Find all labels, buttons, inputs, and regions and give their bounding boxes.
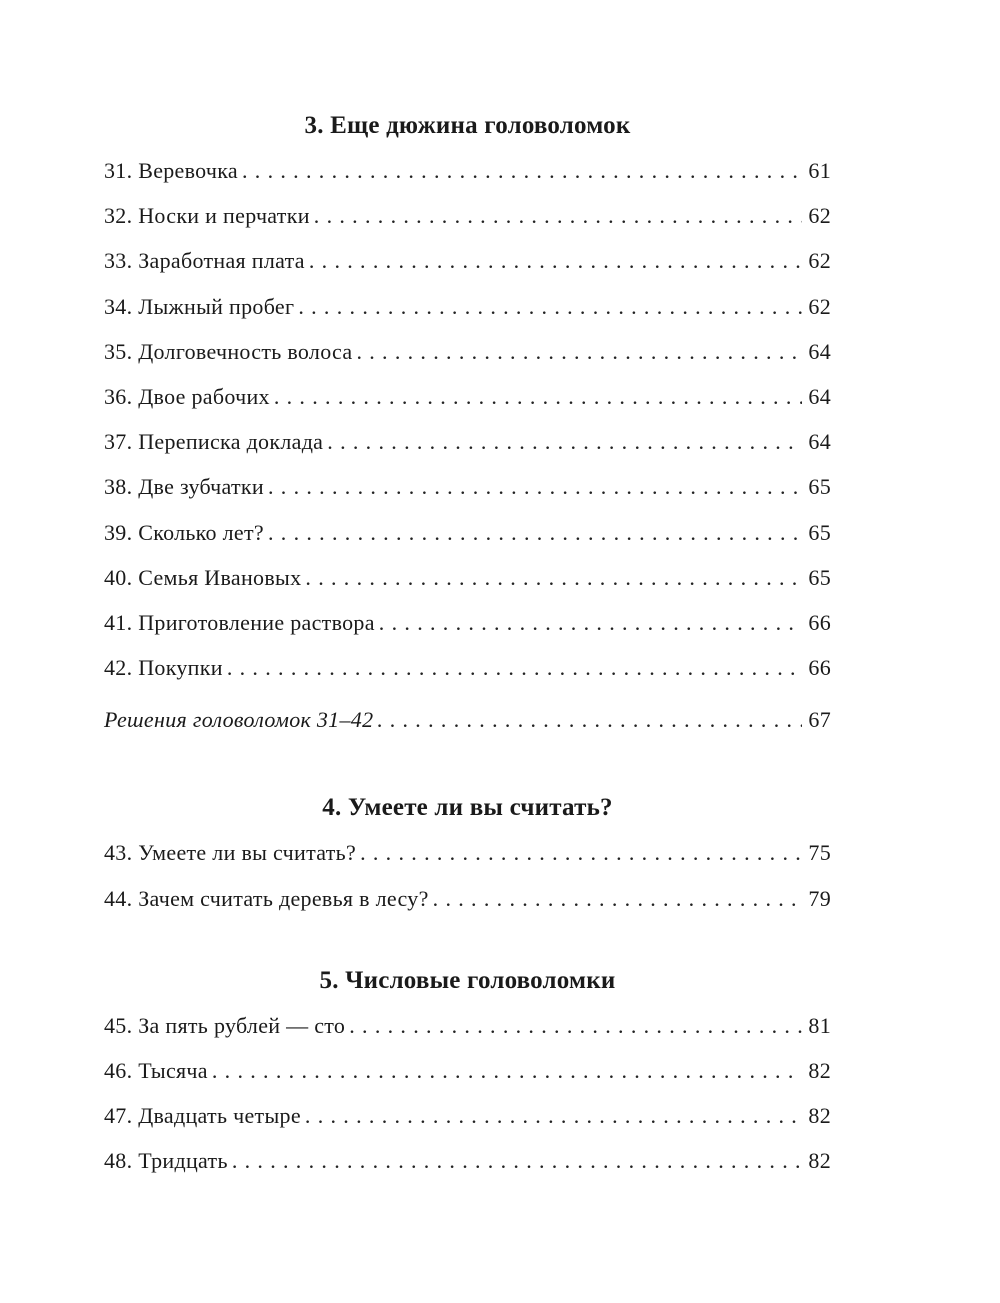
entry-number: 37. xyxy=(104,429,133,455)
entry-title: Заработная плата xyxy=(138,248,305,274)
entry-page: 62 xyxy=(808,203,831,229)
toc-entry-47[interactable] xyxy=(104,1093,831,1138)
entry-page: 79 xyxy=(808,885,831,911)
entry-number: 40. xyxy=(104,564,133,590)
entry-page: 62 xyxy=(808,248,831,274)
entry-page: 66 xyxy=(808,609,831,635)
entry-title: Веревочка xyxy=(138,158,238,183)
toc-entry-46[interactable] xyxy=(104,1048,831,1093)
entry-title: За пять рублей — сто xyxy=(138,1012,346,1038)
entry-number: 38. xyxy=(104,474,133,500)
toc-entry-42[interactable] xyxy=(104,645,831,690)
entry-title: Покупки xyxy=(138,655,223,681)
dot-leader xyxy=(360,830,802,875)
entry-number: 34. xyxy=(104,293,133,319)
entry-page: 64 xyxy=(808,338,831,364)
entry-title: Переписка доклада xyxy=(138,429,324,455)
dot-leader xyxy=(349,1003,802,1048)
entry-number: 32. xyxy=(104,203,133,229)
entry-title: Сколько лет? xyxy=(138,519,264,545)
entry-page: 64 xyxy=(808,383,831,409)
section-spacer xyxy=(104,921,831,963)
toc-section-5 xyxy=(104,963,831,1184)
toc-entry-34[interactable] xyxy=(104,284,831,329)
entry-page: 62 xyxy=(808,293,831,319)
dot-leader xyxy=(433,876,803,921)
entry-page: 82 xyxy=(808,1148,831,1174)
dot-leader xyxy=(212,1048,803,1093)
toc-entry-38[interactable] xyxy=(104,464,831,509)
section-spacer xyxy=(104,742,831,790)
entry-title: Семья Ивановых xyxy=(138,564,302,590)
entry-number: 35. xyxy=(104,338,133,364)
dot-leader xyxy=(268,510,802,555)
entry-number: 33. xyxy=(104,248,133,274)
toc-entry-39[interactable] xyxy=(104,510,831,555)
entry-number: 43. xyxy=(104,840,133,866)
entry-page: 67 xyxy=(808,707,831,733)
entry-page: 65 xyxy=(808,519,831,545)
entry-page: 81 xyxy=(808,1012,831,1038)
entry-number: 42. xyxy=(104,655,133,681)
entry-title: Зачем считать деревья в лесу? xyxy=(138,885,429,911)
entry-title: Долговечность волоса xyxy=(138,338,353,364)
entry-title: Тридцать xyxy=(138,1148,228,1174)
entry-number: 44. xyxy=(104,885,133,911)
toc-entry-35[interactable] xyxy=(104,329,831,374)
dot-leader xyxy=(232,1138,803,1183)
toc-entry-45[interactable] xyxy=(104,1003,831,1048)
entry-title: Лыжный пробег xyxy=(138,293,295,319)
entry-title: Двое рабочих xyxy=(138,383,270,409)
dot-leader xyxy=(356,329,802,374)
toc-entry-31[interactable] xyxy=(104,148,831,193)
dot-leader xyxy=(242,148,802,193)
dot-leader xyxy=(379,600,803,645)
toc-entry-44[interactable] xyxy=(104,876,831,921)
toc-entry-37[interactable] xyxy=(104,419,831,464)
entry-number: 39. xyxy=(104,519,133,545)
entry-number: 41. xyxy=(104,609,133,635)
toc-section-4 xyxy=(104,790,831,920)
entry-number: 31. xyxy=(104,158,133,183)
entry-number: 46. xyxy=(104,1058,133,1083)
entry-number: 36. xyxy=(104,383,133,409)
dot-leader xyxy=(305,1093,803,1138)
entry-title: Приготовление раствора xyxy=(138,609,375,635)
entry-page: 61 xyxy=(808,158,831,183)
entry-page: 75 xyxy=(808,840,831,866)
section-heading: 3. Еще дюжина головоломок xyxy=(304,112,631,139)
dot-leader xyxy=(227,645,803,690)
dot-leader xyxy=(309,238,803,283)
entry-page: 66 xyxy=(808,655,831,681)
dot-leader xyxy=(298,284,802,329)
dot-leader xyxy=(377,697,802,742)
entry-page: 65 xyxy=(808,564,831,590)
toc-solutions-entry[interactable] xyxy=(104,697,831,742)
entry-number: 47. xyxy=(104,1103,133,1129)
toc-entry-48[interactable] xyxy=(104,1138,831,1183)
entry-number: 48. xyxy=(104,1148,133,1174)
entry-page: 82 xyxy=(808,1058,831,1083)
entry-title: Тысяча xyxy=(138,1058,208,1083)
dot-leader xyxy=(305,555,802,600)
dot-leader xyxy=(327,419,802,464)
table-of-contents xyxy=(104,108,831,1184)
entry-page: 65 xyxy=(808,474,831,500)
dot-leader xyxy=(274,374,803,419)
entry-title: Умеете ли вы считать? xyxy=(138,840,357,866)
entry-page: 82 xyxy=(808,1103,831,1129)
toc-entry-33[interactable] xyxy=(104,238,831,283)
toc-entry-41[interactable] xyxy=(104,600,831,645)
entry-page: 64 xyxy=(808,429,831,455)
toc-entry-36[interactable] xyxy=(104,374,831,419)
toc-entry-40[interactable] xyxy=(104,555,831,600)
entry-title: Две зубчатки xyxy=(138,474,264,500)
entry-title: Двадцать четыре xyxy=(138,1103,301,1129)
dot-leader xyxy=(268,464,802,509)
toc-entry-32[interactable] xyxy=(104,193,831,238)
section-heading: 4. Умеете ли вы считать? xyxy=(322,794,613,822)
entry-number: 45. xyxy=(104,1012,133,1038)
section-heading: 5. Числовые головоломки xyxy=(319,966,616,994)
toc-section-3 xyxy=(104,108,831,742)
entry-title: Носки и перчатки xyxy=(138,203,310,229)
toc-entry-43[interactable] xyxy=(104,830,831,875)
dot-leader xyxy=(314,193,803,238)
solutions-title: Решения головоломок 31–42 xyxy=(104,707,374,733)
